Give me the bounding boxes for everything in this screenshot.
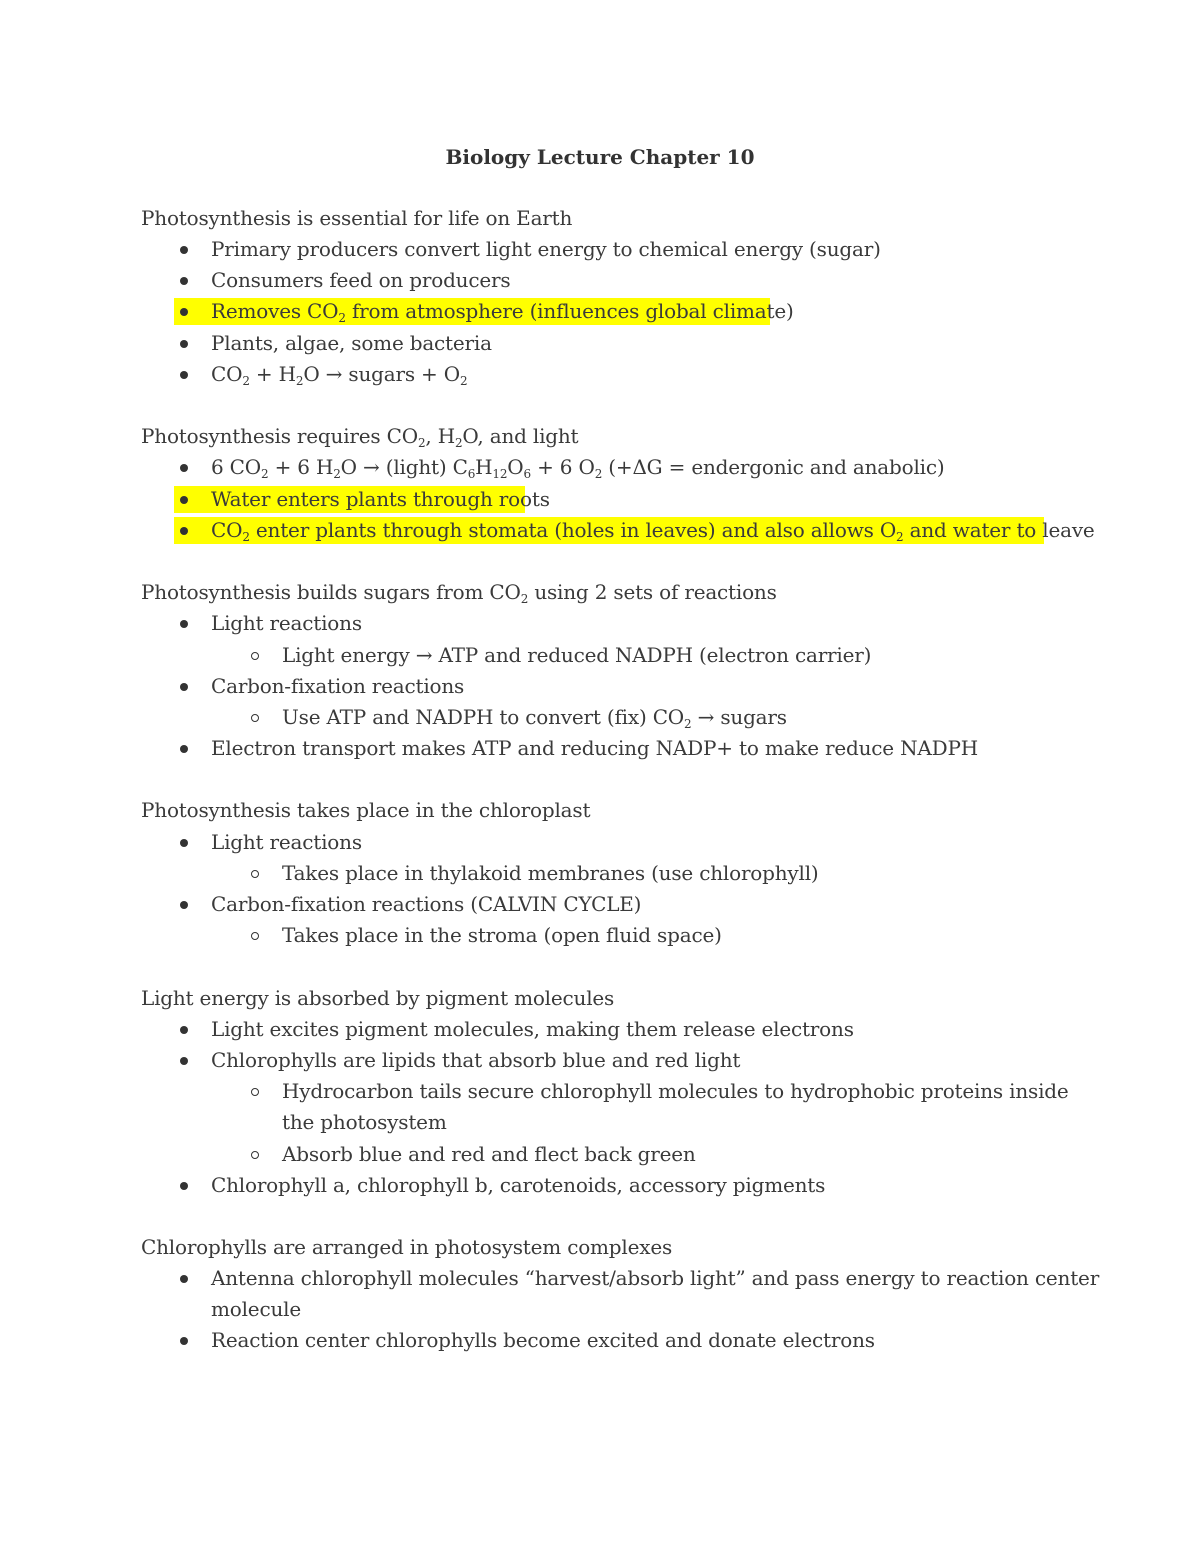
- bullet-icon: [180, 246, 188, 254]
- bullet-icon: [180, 1057, 188, 1065]
- sub-list-item: Takes place in thylakoid membranes (use chlorophyll): [282, 861, 819, 885]
- circle-bullet-icon: [251, 1088, 259, 1096]
- list-item: Carbon-fixation reactions: [211, 674, 465, 698]
- bullet-icon: [180, 1182, 188, 1190]
- bullet-icon: [180, 496, 188, 504]
- list-item: Water enters plants through roots: [211, 487, 550, 511]
- bullet-icon: [180, 371, 188, 379]
- list-item: Consumers feed on producers: [211, 268, 511, 292]
- bullet-icon: [180, 1026, 188, 1034]
- list-item: Antenna chlorophyll molecules “harvest/absorb light” and pass energy to reaction center: [211, 1266, 1100, 1290]
- list-item: Light excites pigment molecules, making them release electrons: [211, 1017, 854, 1041]
- bullet-icon: [180, 340, 188, 348]
- list-item: Light reactions: [211, 830, 362, 854]
- section-heading: Light energy is absorbed by pigment molecules: [141, 986, 615, 1010]
- sub-list-item: Use ATP and NADPH to convert (fix) $CO_2$ → sugars: [282, 705, 787, 731]
- bullet-icon: [180, 620, 188, 628]
- circle-bullet-icon: [251, 652, 259, 660]
- list-item: Primary producers convert light energy to chemical energy (sugar): [211, 237, 881, 261]
- list-item-continuation: molecule: [211, 1297, 301, 1321]
- section-heading: Photosynthesis requires $CO_2$, $H_2O$, and light: [141, 424, 579, 450]
- circle-bullet-icon: [251, 932, 259, 940]
- bullet-icon: [180, 901, 188, 909]
- bullet-icon: [180, 745, 188, 753]
- sub-list-item: Absorb blue and red and flect back green: [282, 1142, 696, 1166]
- bullet-icon: [180, 839, 188, 847]
- list-item: $CO_2$ enter plants through stomata (holes in leaves) and also allows $O_2$ and water to leave: [211, 518, 1095, 544]
- list-item: Reaction center chlorophylls become excited and donate electrons: [211, 1328, 875, 1352]
- list-item: Removes $CO_2$ from atmosphere (influences global climate): [211, 299, 794, 325]
- bullet-icon: [180, 527, 188, 535]
- section-heading: Photosynthesis is essential for life on Earth: [141, 206, 573, 230]
- sub-list-item: Takes place in the stroma (open fluid space): [282, 923, 722, 947]
- circle-bullet-icon: [251, 870, 259, 878]
- section-heading: Photosynthesis builds sugars from $CO_2$ using 2 sets of reactions: [141, 580, 777, 606]
- document-title: Biology Lecture Chapter 10: [445, 145, 755, 169]
- sub-list-item-continuation: the photosystem: [282, 1110, 447, 1134]
- sub-list-item: Light energy → ATP and reduced NADPH (electron carrier): [282, 643, 872, 667]
- sub-list-item: Hydrocarbon tails secure chlorophyll molecules to hydrophobic proteins inside: [282, 1079, 1069, 1103]
- bullet-icon: [180, 464, 188, 472]
- list-item: Electron transport makes ATP and reducing NADP+ to make reduce NADPH: [211, 736, 978, 760]
- circle-bullet-icon: [251, 1151, 259, 1159]
- section-heading: Chlorophylls are arranged in photosystem complexes: [141, 1235, 673, 1259]
- circle-bullet-icon: [251, 714, 259, 722]
- list-item: 6 $CO_2 + 6$ $H_2O$ → (light) $C_6H_{12}O_6 + 6$ $O_2$ (+ΔG = endergonic and anabolic): [211, 455, 945, 481]
- bullet-icon: [180, 1275, 188, 1283]
- list-item: $CO_2 + H_2O$ → sugars + $O_2$: [211, 362, 468, 388]
- list-item: Plants, algae, some bacteria: [211, 331, 492, 355]
- bullet-icon: [180, 1337, 188, 1345]
- list-item: Light reactions: [211, 611, 362, 635]
- bullet-icon: [180, 308, 188, 316]
- list-item: Chlorophylls are lipids that absorb blue and red light: [211, 1048, 741, 1072]
- bullet-icon: [180, 683, 188, 691]
- list-item: Carbon-fixation reactions (CALVIN CYCLE): [211, 892, 642, 916]
- list-item: Chlorophyll a, chlorophyll b, carotenoids, accessory pigments: [211, 1173, 826, 1197]
- section-heading: Photosynthesis takes place in the chloroplast: [141, 798, 591, 822]
- bullet-icon: [180, 277, 188, 285]
